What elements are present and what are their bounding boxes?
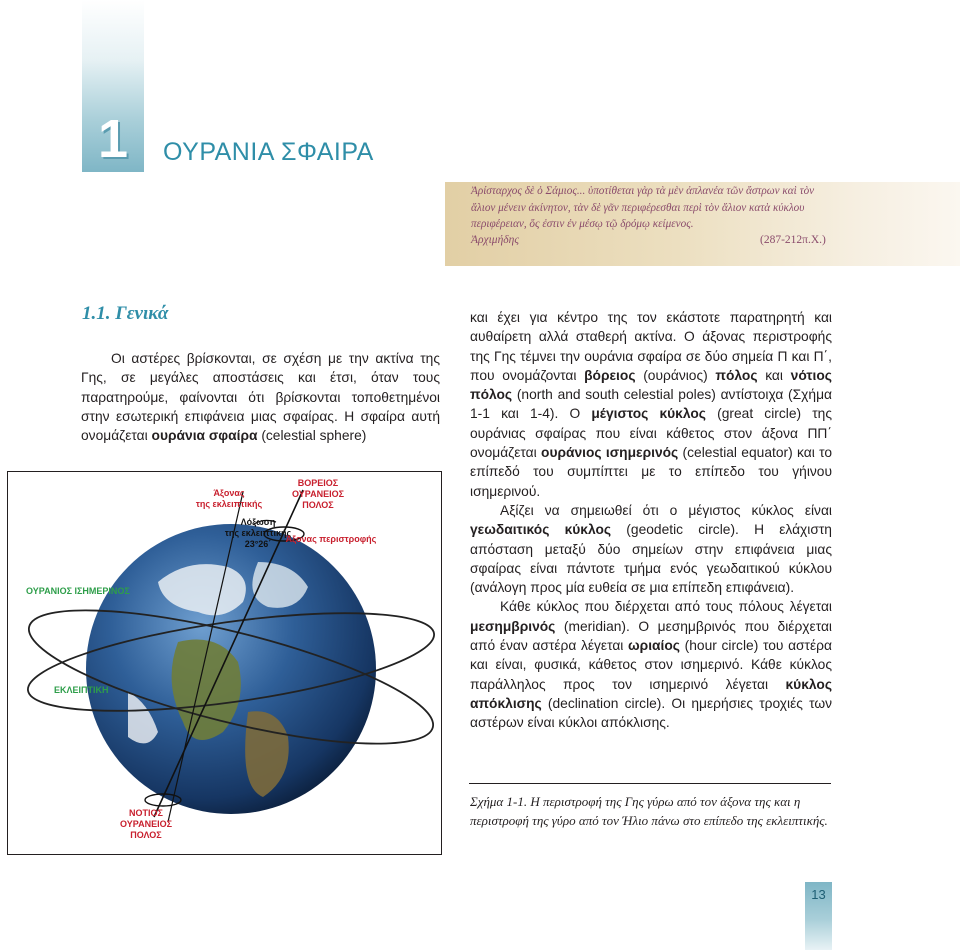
caption-label: Σχήμα 1-1. — [470, 794, 528, 809]
term-declination-circle: κύκλος απόκλισης — [470, 676, 832, 711]
figure-caption — [470, 792, 832, 830]
earth-diagram — [8, 472, 441, 854]
fig-label-south-pole: ΝΟΤΙΟΣ ΟΥΡΑΝΕΙΟΣ ΠΟΛΟΣ — [120, 808, 172, 840]
quote-date: (287-212π.Χ.) — [760, 234, 826, 246]
text-run: (hour circle) του αστέρα και είναι, φυσικά, κάθετος στον ισημερινό. Κάθε κύκλος παράλληλος προς τον ισημερινό λέγεται — [470, 638, 832, 692]
term-meridian: μεσημβρινός — [470, 618, 556, 634]
term-great-circle: μέγιστος κύκλος — [591, 406, 706, 422]
right-column — [470, 308, 832, 733]
term-celestial-equator: ουράνιος ισημερινός — [541, 445, 679, 461]
paragraph — [81, 349, 440, 445]
fig-label-north-pole: ΒΟΡΕΙΟΣ ΟΥΡΑΝΕΙΟΣ ΠΟΛΟΣ — [292, 478, 344, 510]
chapter-number: 1 — [97, 109, 129, 169]
earth-figure — [7, 471, 442, 855]
page-number: 13 — [811, 887, 826, 902]
caption-divider — [469, 783, 831, 784]
section-heading: 1.1. Γενικά — [82, 303, 169, 324]
quote-text: Ἀρίσταρχος δὲ ὁ Σάμιος... ὑποτίθεται γὰρ τὰ μὲν ἀπλανέα τῶν ἄστρων καὶ τὸν ἅλιον μένειν ἀκίνητον, τὰν δὲ γᾶν περιφέρεσθαι περὶ τὸν ἅλιον κατὰ κύκλου περιφέρειαν, ὅς ἐστιν ἐν μέσῳ τῷ δρόμῳ κείμενος. — [471, 185, 815, 230]
text-run: (celestial equator) και το επίπεδό του συμπίπτει με το επίπεδο του γήινου ισημερινού. — [470, 445, 832, 499]
text-run: Αξίζει να σημειωθεί ότι ο μέγιστος κύκλος είναι — [500, 502, 832, 518]
text-run: (north and south celestial poles) αντίστοιχα (Σχήμα 1-1 και 1-4). Ο — [470, 387, 832, 422]
fig-label-rotation-axis: Άξονας περιστροφής — [285, 534, 377, 544]
quote-author: Ἀρχιμήδης — [471, 234, 519, 246]
fig-label-equator: ΟΥΡΑΝΙΟΣ ΙΣΗΜΕΡΙΝΟΣ — [26, 586, 130, 596]
text-run: (great circle) της ουράνιας σφαίρας που είναι κάθετος στον άξονα ΠΠ΄ ονομάζεται — [470, 406, 832, 461]
text-run: (declination circle). Οι ημερήσιες τροχιές των αστέρων είναι κύκλοι απόκλισης. — [470, 695, 832, 731]
fig-label-obliquity: Λόξωση της εκλειπτικής 23°26΄ — [224, 517, 292, 549]
page-number-tab — [805, 882, 832, 950]
paragraph — [470, 597, 832, 732]
text-run: (ουράνιος) — [635, 367, 716, 383]
text-run: και — [757, 367, 791, 383]
paragraph — [470, 308, 832, 501]
text-run: Οι αστέρες βρίσκονται, σε σχέση με την ακτίνα της Γης, σε μεγάλες αποστάσεις και έτσι, όταν τους παρατηρούμε, φαίνονται ότι βρίσκονται τοποθετημένοι στην εσωτερική επιφάνεια μιας σφαίρας. Η σφαίρα αυτή ονομάζεται — [81, 351, 440, 444]
paragraph — [470, 501, 832, 597]
term-pole: πόλος — [715, 367, 758, 383]
term-celestial-sphere: ουράνια σφαίρα — [151, 428, 258, 444]
chapter-tab — [82, 0, 144, 172]
caption-text: Η περιστροφή της Γης γύρω από τον άξονα της και η περιστροφή της γύρο από τον Ήλιο πάνω στο επίπεδο της εκλειπτικής. — [470, 794, 828, 828]
chapter-title: ΟΥΡΑΝΙΑ ΣΦΑΙΡΑ — [163, 138, 374, 166]
text-run: (meridian). Ο μεσημβρινός που διέρχεται από έναν αστέρα λέγεται — [470, 618, 832, 654]
text-run: Κάθε κύκλος που διέρχεται από τους πόλους λέγεται — [500, 599, 832, 615]
fig-label-ecliptic: ΕΚΛΕΙΠΤΙΚΗ — [54, 685, 109, 695]
term-geodetic-circle: γεωδαιτικός κύκλος — [470, 522, 612, 538]
text-run: (geodetic circle). Η ελάχιστη απόσταση μεταξύ δύο σημείων στην επιφάνεια μιας σφαίρας είναι πάντοτε τμήμα ενός γεωδαιτικού κύκλου (ανάλογη προς μία ευθεία σε μια επίπεδη επιφάνεια). — [470, 522, 832, 596]
term-hour-circle: ωριαίος — [628, 638, 680, 654]
term-north: βόρειος — [584, 367, 636, 383]
left-column — [81, 349, 440, 445]
term-south-pole: νότιος πόλος — [470, 367, 832, 403]
text-run: (celestial sphere) — [257, 428, 367, 444]
text-run: και έχει για κέντρο της τον εκάστοτε παρατηρητή και αυθαίρετη αλλά σταθερή ακτίνα. Ο άξονας περιστροφής της Γης τέμνει την ουράνια σφαίρα σε δύο σημεία Π και Π΄, που ονομάζονται — [470, 310, 832, 383]
fig-label-ecliptic-axis: Άξονας της εκλειπτικής — [195, 488, 263, 509]
